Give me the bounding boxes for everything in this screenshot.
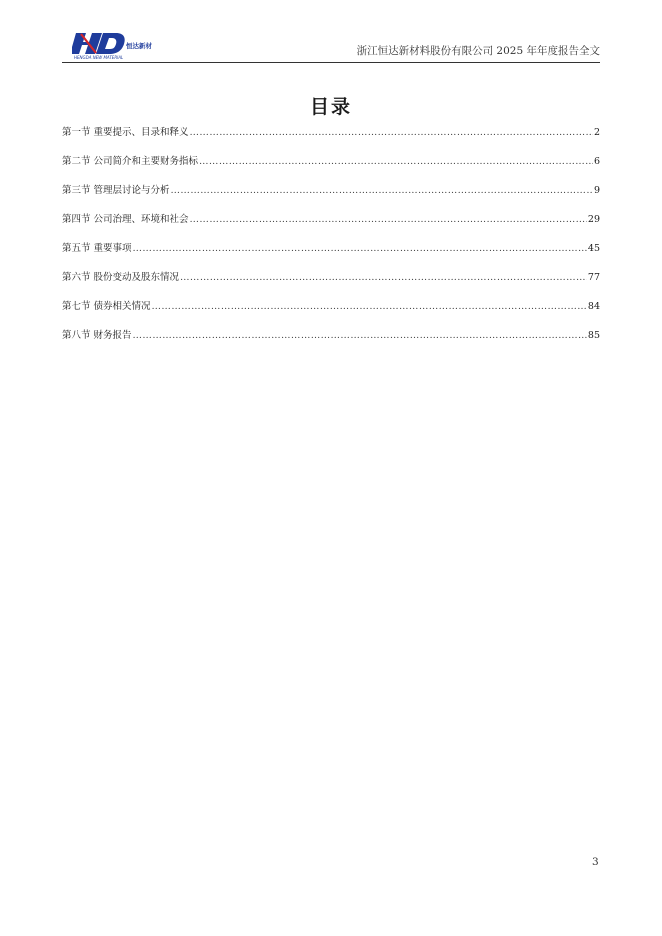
- toc-leader-dots: [133, 243, 587, 254]
- header-title: 浙江恒达新材料股份有限公司 2025 年年度报告全文: [356, 45, 600, 57]
- toc-leader-dots: [199, 156, 593, 167]
- toc-entry[interactable]: [62, 298, 600, 327]
- toc-entry[interactable]: [62, 327, 600, 356]
- page-number: 3: [592, 856, 599, 868]
- toc-title: 目录: [309, 96, 352, 118]
- toc-entry-label[interactable]: 第四节 公司治理、环境和社会: [62, 214, 189, 225]
- toc-entry-label[interactable]: 第二节 公司简介和主要财务指标: [62, 156, 199, 167]
- toc-entry[interactable]: [62, 153, 600, 182]
- toc-entry-label[interactable]: 第五节 重要事项: [62, 243, 132, 254]
- toc-entry[interactable]: [62, 124, 600, 153]
- company-logo: [72, 30, 152, 60]
- toc-entry-page[interactable]: 29: [587, 214, 600, 225]
- toc-entry-page[interactable]: 2: [593, 127, 600, 138]
- toc-entry[interactable]: [62, 211, 600, 240]
- toc-leader-dots: [190, 127, 593, 138]
- svg-text:恒达新材: 恒达新材: [126, 42, 152, 50]
- toc-entry-page[interactable]: 6: [593, 156, 600, 167]
- toc-leader-dots: [152, 301, 587, 312]
- toc-entry[interactable]: [62, 182, 600, 211]
- toc-entry-page[interactable]: 84: [587, 301, 600, 312]
- toc-leader-dots: [133, 330, 587, 341]
- table-of-contents: [62, 124, 600, 356]
- toc-entry-label[interactable]: 第八节 财务报告: [62, 330, 132, 341]
- toc-leader-dots: [190, 214, 587, 225]
- toc-entry-label[interactable]: 第三节 管理层讨论与分析: [62, 185, 170, 196]
- toc-entry-label[interactable]: 第六节 股份变动及股东情况: [62, 272, 180, 283]
- page-header: [62, 28, 600, 63]
- toc-entry-page[interactable]: 45: [587, 243, 600, 254]
- toc-entry-page[interactable]: 77: [587, 272, 600, 283]
- toc-entry-label[interactable]: 第七节 债券相关情况: [62, 301, 151, 312]
- toc-entry[interactable]: [62, 269, 600, 298]
- svg-text:HENGDA NEW MATERIAL: HENGDA NEW MATERIAL: [74, 55, 124, 60]
- toc-entry-page[interactable]: 85: [587, 330, 600, 341]
- toc-entry[interactable]: [62, 240, 600, 269]
- toc-entry-page[interactable]: 9: [593, 185, 600, 196]
- toc-entry-label[interactable]: 第一节 重要提示、目录和释义: [62, 127, 189, 138]
- toc-leader-dots: [171, 185, 593, 196]
- toc-leader-dots: [180, 272, 587, 283]
